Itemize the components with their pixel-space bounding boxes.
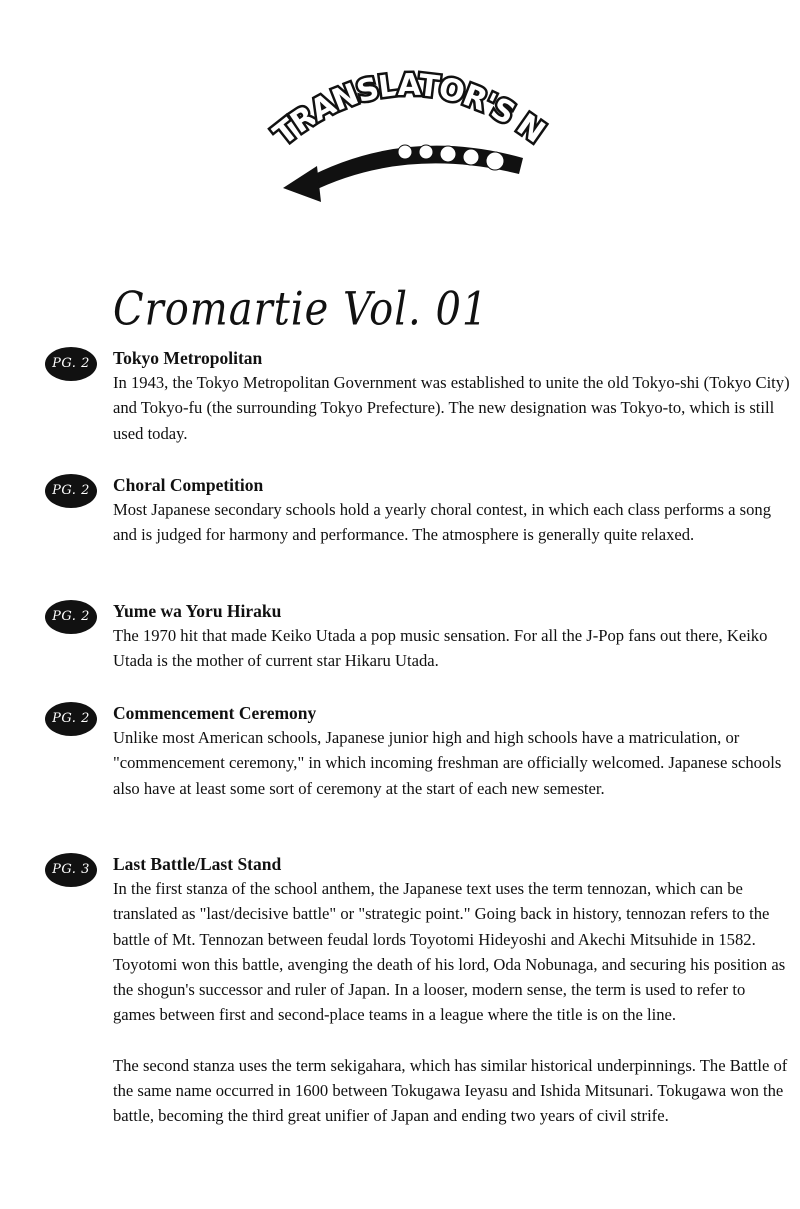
note-paragraph: In the first stanza of the school anthem, the Japanese text uses the term tennozan, which can be translated as "last/decisive battle" or "strategic point." Going back in history, tennozan refers to the battle of Mt. Tennozan between feudal lords Toyotomi Hideyoshi and Akechi Mitsuhide in 1582. Toyotomi won this battle, avenging the death of his lord, Oda Nobunaga, and securing his position as the shogun's successor and ruler of Japan. In a looser, modern sense, the term is used to refer to games between first and second-place teams in a league where the title is on the line. (113, 879, 786, 1025)
translators-notes-logo-graphic (255, 70, 555, 215)
volume-title: Cromartie Vol. 01 (113, 283, 489, 336)
note-paragraph: The 1970 hit that made Keiko Utada a pop music sensation. For all the J-Pop fans out there, Keiko Utada is the mother of current star Hikaru Utada. (113, 626, 768, 671)
note-heading: Yume wa Yoru Hiraku (113, 601, 282, 621)
note-heading: Last Battle/Last Stand (113, 854, 282, 874)
translators-notes-logo (255, 70, 555, 215)
page-badge: PG. 2 (45, 474, 97, 508)
note-choral-competition (45, 473, 790, 548)
note-paragraph: Unlike most American schools, Japanese junior high and high schools have a matriculation, or "commencement ceremony," in which incoming freshman are officially welcomed. Japanese schools also have at least some sort of ceremony at the start of each new semester. (113, 728, 782, 798)
note-commencement-ceremony (45, 701, 790, 801)
note-heading: Commencement Ceremony (113, 703, 317, 723)
page-badge: PG. 2 (45, 347, 97, 381)
note-heading: Choral Competition (113, 475, 264, 495)
page-badge: PG. 2 (45, 702, 97, 736)
note-paragraph: The second stanza uses the term sekigahara, which has similar historical underpinnings. The Battle of the same name occurred in 1600 between Tokugawa Ieyasu and Ishida Mitsunari. Tokugawa won the battle, becoming the third great unifier of Japan and ending two years of civil strife. (113, 1055, 788, 1126)
page-badge: PG. 2 (45, 600, 97, 634)
note-paragraph: Most Japanese secondary schools hold a yearly choral contest, in which each class performs a song and is judged for harmony and performance. The atmosphere is generally quite relaxed. (113, 500, 772, 545)
svg-text:TRANSLATOR'S NOTES (255, 70, 550, 153)
note-heading: Tokyo Metropolitan (113, 348, 263, 368)
logo-text: TRANSLATOR'S N (267, 70, 551, 153)
note-tokyo-metropolitan (45, 346, 790, 446)
note-paragraph: In 1943, the Tokyo Metropolitan Government was established to unite the old Tokyo-shi (Tokyo City) and Tokyo-fu (the surrounding Tokyo Prefecture). The new designation was Tokyo-to, which is still used today. (113, 373, 790, 443)
page-badge: PG. 3 (45, 853, 97, 887)
note-yume-wa-yoru-hiraku (45, 599, 790, 674)
note-last-battle (45, 852, 790, 1129)
